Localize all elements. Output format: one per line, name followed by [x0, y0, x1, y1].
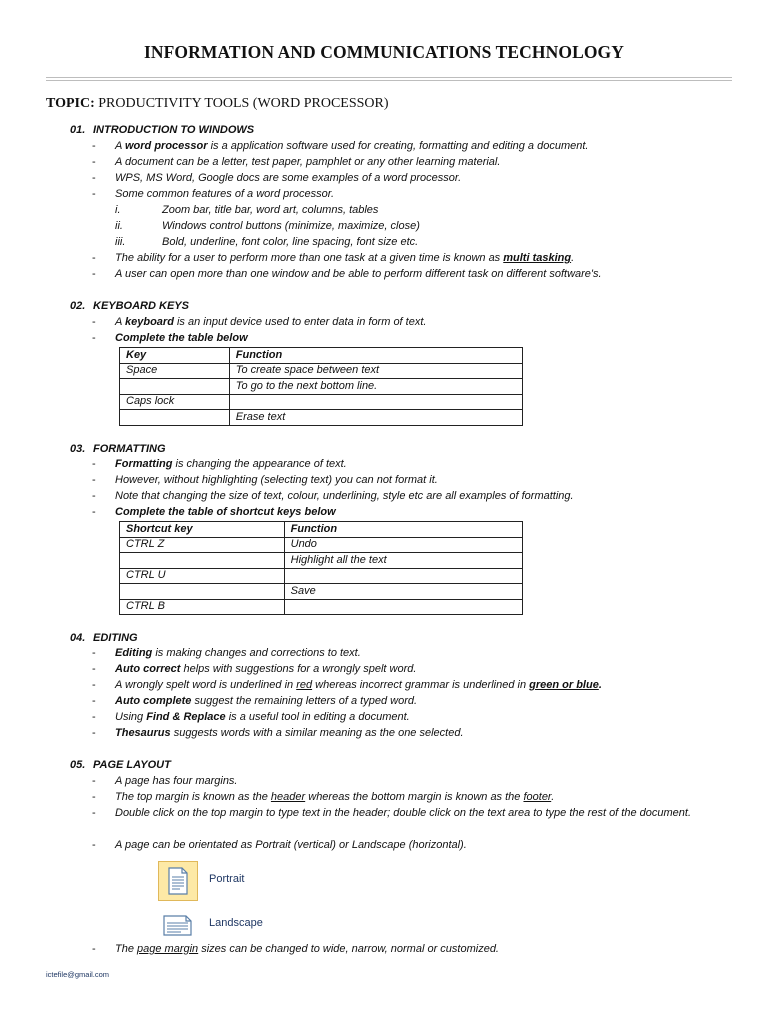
table-row: CTRL B — [120, 599, 523, 615]
bullet-line: - Auto correct helps with suggestions for a wrongly spelt word. — [92, 663, 417, 675]
topic-line — [46, 96, 389, 112]
bullet-line: - Double click on the top margin to type text in the header; double click on the text area to type the rest of the document. — [92, 807, 692, 819]
bullet-line: - A wrongly spelt word is underlined in red whereas incorrect grammar is underlined in green or blue. — [92, 679, 602, 691]
orientation-portrait-option[interactable] — [156, 858, 270, 900]
bullet-line: - The ability for a user to perform more than one task at a given time is known as multi tasking. — [92, 252, 575, 264]
table-row: Erase text — [120, 410, 523, 426]
section-heading-03: 03. FORMATTING — [70, 443, 166, 455]
table-header-row: Key Function — [120, 348, 523, 364]
footer-email: ictefile@gmail.com — [46, 970, 110, 979]
bullet-line: - A page has four margins. — [92, 775, 238, 787]
bullet-line: - Auto complete suggest the remaining letters of a typed word. — [92, 695, 418, 707]
bullet-line: - A word processor is a application software used for creating, formatting and editing a document. — [92, 140, 589, 152]
document-title: INFORMATION AND COMMUNICATIONS TECHNOLOGY — [143, 42, 625, 62]
keyboard-keys-table — [119, 347, 523, 426]
section-heading-04: 04. EDITING — [70, 632, 138, 644]
landscape-label: Landscape — [209, 917, 263, 929]
table-row: To go to the next bottom line. — [120, 379, 523, 395]
bullet-line: - A user can open more than one window and be able to perform different task on different software's. — [92, 268, 602, 280]
bullet-line: - A page can be orientated as Portrait (vertical) or Landscape (horizontal). — [92, 839, 467, 851]
table-header-row: Shortcut key Function — [120, 522, 523, 538]
title-rule — [46, 77, 732, 78]
bullet-line: - Note that changing the size of text, colour, underlining, style etc are all examples of formatting. — [92, 490, 574, 502]
orientation-landscape-option[interactable] — [156, 902, 270, 944]
section-heading-05: 05. PAGE LAYOUT — [70, 759, 171, 771]
section-title: INTRODUCTION TO WINDOWS — [93, 124, 255, 136]
bullet-line: - The top margin is known as the header whereas the bottom margin is known as the footer. — [92, 791, 555, 803]
section-heading-02: 02. KEYBOARD KEYS — [70, 300, 189, 312]
bullet-line: - A document can be a letter, test paper, pamphlet or any other learning material. — [92, 156, 501, 168]
bullet-line: - Using Find & Replace is a useful tool in editing a document. — [92, 711, 410, 723]
table-row: CTRL Z Undo — [120, 537, 523, 553]
landscape-page-icon — [158, 905, 198, 945]
section-number: 01. — [70, 124, 86, 136]
table-row: Highlight all the text — [120, 553, 523, 569]
orientation-menu — [156, 858, 270, 944]
topic-text: PRODUCTIVITY TOOLS (WORD PROCESSOR) — [98, 96, 389, 111]
roman-list-item: i. Zoom bar, title bar, word art, columns, tables — [115, 204, 379, 216]
bullet-line: - Some common features of a word processor. — [92, 188, 335, 200]
roman-list-item: ii. Windows control buttons (minimize, maximize, close) — [115, 220, 420, 232]
bullet-line: - Thesaurus suggests words with a similar meaning as the one selected. — [92, 727, 464, 739]
bullet-line: - Formatting is changing the appearance of text. — [92, 458, 347, 470]
section-heading-01 — [70, 124, 254, 136]
table-row: Save — [120, 584, 523, 600]
table-row: Space To create space between text — [120, 363, 523, 379]
bullet-line: - Complete the table of shortcut keys below — [92, 506, 336, 518]
title-rule-secondary — [46, 80, 732, 81]
topic-label: TOPIC: — [46, 96, 95, 111]
bullet-line: - However, without highlighting (selecting text) you can not format it. — [92, 474, 438, 486]
table-row: CTRL U — [120, 568, 523, 584]
shortcut-keys-table — [119, 521, 523, 615]
roman-list-item: iii. Bold, underline, font color, line spacing, font size etc. — [115, 236, 419, 248]
portrait-label: Portrait — [209, 873, 245, 885]
bullet-line: - The page margin sizes can be changed to wide, narrow, normal or customized. — [92, 943, 499, 955]
bullet-line: - A keyboard is an input device used to enter data in form of text. — [92, 316, 427, 328]
table-row: Caps lock — [120, 394, 523, 410]
bullet-line: - Editing is making changes and corrections to text. — [92, 647, 361, 659]
portrait-page-icon — [158, 861, 198, 901]
bullet-line: - WPS, MS Word, Google docs are some examples of a word processor. — [92, 172, 462, 184]
bullet-line: - Complete the table below — [92, 332, 248, 344]
